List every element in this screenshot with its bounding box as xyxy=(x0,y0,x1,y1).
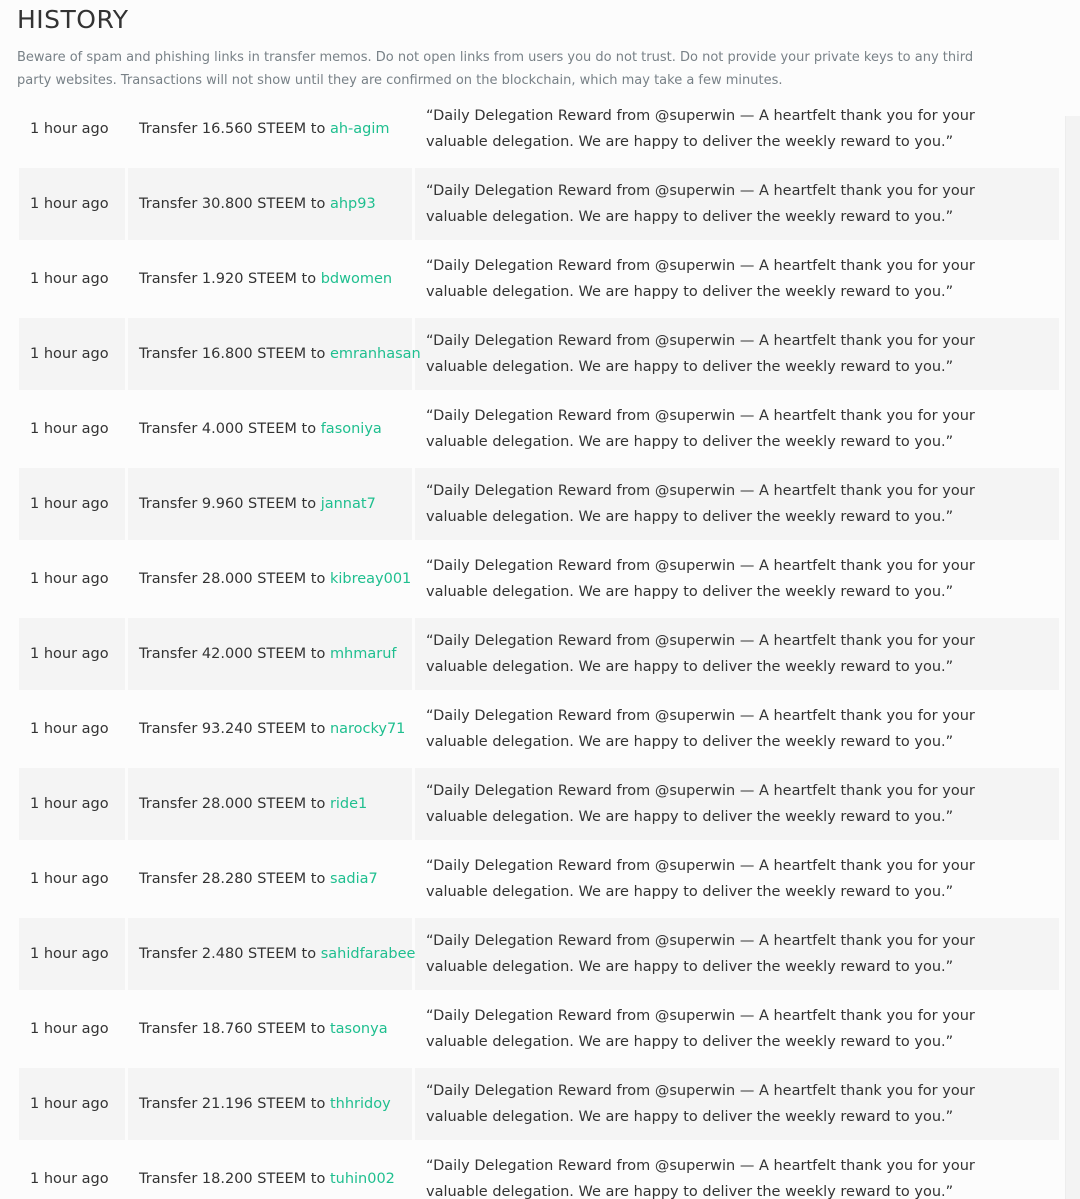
table-row xyxy=(19,918,1059,990)
recipient-user-link[interactable]: narocky71 xyxy=(329,721,406,737)
transfer-description: Transfer 28.280 STEEM to xyxy=(139,871,330,887)
transaction-operation xyxy=(128,318,421,390)
transaction-operation xyxy=(128,468,412,540)
transfer-description: Transfer 18.200 STEEM to xyxy=(139,1171,330,1187)
transaction-memo xyxy=(415,243,1059,315)
transfer-description: Transfer 1.920 STEEM to xyxy=(139,271,321,287)
recipient-user-link[interactable]: ride1 xyxy=(329,796,368,812)
page-title: HISTORY xyxy=(17,5,129,34)
table-row xyxy=(19,93,1059,165)
transaction-memo xyxy=(415,918,1059,990)
memo-text: “Daily Delegation Reward from @superwin — A heartfelt thank you for your valuable delegation. We are happy to deliver the weekly reward to you.” xyxy=(426,708,975,750)
transaction-memo xyxy=(415,393,1059,465)
transaction-time: 1 hour ago xyxy=(19,468,125,540)
recipient-user-link[interactable]: sadia7 xyxy=(329,871,378,887)
transaction-operation xyxy=(128,1143,412,1199)
transaction-memo xyxy=(415,318,1059,390)
transaction-memo xyxy=(415,1143,1059,1199)
memo-text: “Daily Delegation Reward from @superwin — A heartfelt thank you for your valuable delegation. We are happy to deliver the weekly reward to you.” xyxy=(426,183,975,225)
transaction-time: 1 hour ago xyxy=(30,871,109,887)
memo-text: “Daily Delegation Reward from @superwin — A heartfelt thank you for your valuable delegation. We are happy to deliver the weekly reward to you.” xyxy=(426,1008,975,1050)
table-row xyxy=(19,468,1059,540)
transfer-description: Transfer 30.800 STEEM to xyxy=(139,196,330,212)
table-row xyxy=(19,543,1059,615)
recipient-user-link[interactable]: kibreay001 xyxy=(329,571,412,587)
history-table-container xyxy=(17,93,1063,1199)
transaction-time: 1 hour ago xyxy=(19,918,125,990)
transfer-description: Transfer 93.240 STEEM to xyxy=(139,721,330,737)
transaction-memo xyxy=(415,693,1059,765)
transaction-operation xyxy=(128,618,412,690)
memo-text: “Daily Delegation Reward from @superwin — A heartfelt thank you for your valuable delegation. We are happy to deliver the weekly reward to you.” xyxy=(426,258,975,300)
transaction-time: 1 hour ago xyxy=(30,1171,109,1187)
transaction-time: 1 hour ago xyxy=(30,1021,109,1037)
recipient-user-link[interactable]: tuhin002 xyxy=(329,1171,395,1187)
transaction-time: 1 hour ago xyxy=(30,121,109,137)
transaction-time: 1 hour ago xyxy=(19,618,125,690)
transaction-memo xyxy=(415,168,1059,240)
table-row xyxy=(19,993,1059,1065)
transaction-operation xyxy=(128,243,412,315)
transaction-operation xyxy=(128,768,412,840)
transaction-operation xyxy=(128,918,416,990)
memo-text: “Daily Delegation Reward from @superwin — A heartfelt thank you for your valuable delegation. We are happy to deliver the weekly reward to you.” xyxy=(426,108,975,150)
transaction-time: 1 hour ago xyxy=(19,168,125,240)
transaction-memo xyxy=(415,618,1059,690)
transaction-time: 1 hour ago xyxy=(19,1068,125,1140)
memo-text: “Daily Delegation Reward from @superwin — A heartfelt thank you for your valuable delegation. We are happy to deliver the weekly reward to you.” xyxy=(426,783,975,825)
recipient-user-link[interactable]: tasonya xyxy=(329,1021,388,1037)
recipient-user-link[interactable]: mhmaruf xyxy=(329,646,397,662)
recipient-user-link[interactable]: bdwomen xyxy=(320,271,393,287)
table-row xyxy=(19,843,1059,915)
memo-text: “Daily Delegation Reward from @superwin — A heartfelt thank you for your valuable delegation. We are happy to deliver the weekly reward to you.” xyxy=(426,333,975,375)
transaction-operation xyxy=(128,393,412,465)
table-row xyxy=(19,318,1059,390)
recipient-user-link[interactable]: thhridoy xyxy=(329,1096,391,1112)
transfer-description: Transfer 2.480 STEEM to xyxy=(139,946,321,962)
transaction-operation xyxy=(128,1068,412,1140)
memo-text: “Daily Delegation Reward from @superwin — A heartfelt thank you for your valuable delegation. We are happy to deliver the weekly reward to you.” xyxy=(426,1158,975,1199)
transfer-description: Transfer 28.000 STEEM to xyxy=(139,796,330,812)
history-table-body xyxy=(19,93,1059,1199)
transaction-memo xyxy=(415,468,1059,540)
recipient-user-link[interactable]: fasoniya xyxy=(320,421,382,437)
transaction-operation xyxy=(128,843,412,915)
transaction-time: 1 hour ago xyxy=(30,721,109,737)
transfer-description: Transfer 42.000 STEEM to xyxy=(139,646,330,662)
table-row xyxy=(19,618,1059,690)
transaction-time: 1 hour ago xyxy=(30,271,109,287)
table-row xyxy=(19,1143,1059,1199)
transaction-operation xyxy=(128,993,412,1065)
transaction-time: 1 hour ago xyxy=(19,318,125,390)
memo-text: “Daily Delegation Reward from @superwin — A heartfelt thank you for your valuable delegation. We are happy to deliver the weekly reward to you.” xyxy=(426,633,975,675)
transaction-operation xyxy=(128,93,412,165)
transaction-memo xyxy=(415,843,1059,915)
transaction-operation xyxy=(128,168,412,240)
transaction-memo xyxy=(415,543,1059,615)
transaction-memo xyxy=(415,768,1059,840)
memo-text: “Daily Delegation Reward from @superwin — A heartfelt thank you for your valuable delegation. We are happy to deliver the weekly reward to you.” xyxy=(426,408,975,450)
recipient-user-link[interactable]: sahidfarabee xyxy=(320,946,416,962)
table-row xyxy=(19,393,1059,465)
recipient-user-link[interactable]: emranhasan xyxy=(329,346,421,362)
transfer-description: Transfer 28.000 STEEM to xyxy=(139,571,330,587)
memo-text: “Daily Delegation Reward from @superwin — A heartfelt thank you for your valuable delegation. We are happy to deliver the weekly reward to you.” xyxy=(426,858,975,900)
transaction-operation xyxy=(128,693,412,765)
table-row xyxy=(19,768,1059,840)
recipient-user-link[interactable]: ah-agim xyxy=(329,121,390,137)
transfer-description: Transfer 16.560 STEEM to xyxy=(139,121,330,137)
recipient-user-link[interactable]: ahp93 xyxy=(329,196,376,212)
transaction-memo xyxy=(415,93,1059,165)
transfer-description: Transfer 21.196 STEEM to xyxy=(139,1096,330,1112)
table-row xyxy=(19,168,1059,240)
memo-text: “Daily Delegation Reward from @superwin — A heartfelt thank you for your valuable delegation. We are happy to deliver the weekly reward to you.” xyxy=(426,483,975,525)
history-table xyxy=(16,90,1062,1199)
table-row xyxy=(19,693,1059,765)
memo-text: “Daily Delegation Reward from @superwin — A heartfelt thank you for your valuable delegation. We are happy to deliver the weekly reward to you.” xyxy=(426,1083,975,1125)
transaction-memo xyxy=(415,1068,1059,1140)
table-row xyxy=(19,1068,1059,1140)
table-row xyxy=(19,243,1059,315)
memo-text: “Daily Delegation Reward from @superwin — A heartfelt thank you for your valuable delegation. We are happy to deliver the weekly reward to you.” xyxy=(426,933,975,975)
transaction-operation xyxy=(128,543,412,615)
transaction-time: 1 hour ago xyxy=(19,768,125,840)
transfer-description: Transfer 4.000 STEEM to xyxy=(139,421,321,437)
transaction-time: 1 hour ago xyxy=(30,571,109,587)
transfer-description: Transfer 18.760 STEEM to xyxy=(139,1021,330,1037)
recipient-user-link[interactable]: jannat7 xyxy=(320,496,376,512)
transfer-description: Transfer 16.800 STEEM to xyxy=(139,346,330,362)
memo-text: “Daily Delegation Reward from @superwin — A heartfelt thank you for your valuable delegation. We are happy to deliver the weekly reward to you.” xyxy=(426,558,975,600)
scrollbar-track[interactable] xyxy=(1065,116,1080,1199)
transfer-description: Transfer 9.960 STEEM to xyxy=(139,496,321,512)
phishing-warning-notice: Beware of spam and phishing links in transfer memos. Do not open links from users you do not trust. Do not provide your private keys to any third party websites. Transactions will not show until they are confirmed on the blockchain, which may take a few minutes. xyxy=(17,50,974,88)
transaction-memo xyxy=(415,993,1059,1065)
transaction-time: 1 hour ago xyxy=(30,421,109,437)
